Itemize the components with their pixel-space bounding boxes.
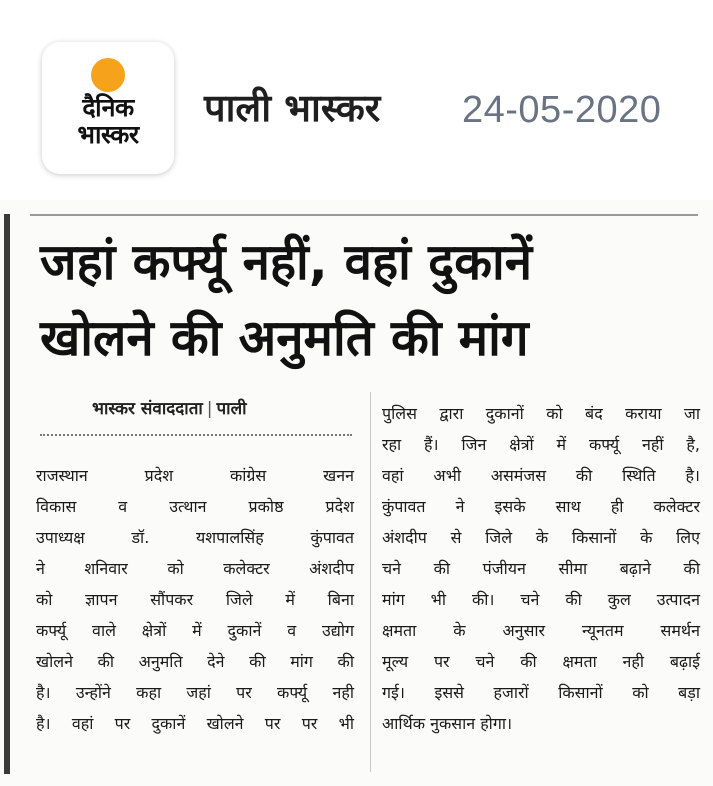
byline-location: पाली <box>216 399 247 419</box>
logo-text-line1: दैनिक <box>82 93 134 122</box>
article-line: कुंपावत ने इसके साथ ही कलेक्टर <box>382 497 700 516</box>
byline-source: भास्कर संवाददाता <box>92 399 203 419</box>
article-line: मूल्य पर चने की क्षमता नही बढ़ाई <box>382 652 700 671</box>
article-line: को ज्ञापन सौंपकर जिले में बिना <box>36 590 354 609</box>
article-line: राजस्थान प्रदेश कांग्रेस खनन <box>36 466 354 485</box>
byline-separator: | <box>206 399 213 419</box>
dainik-bhaskar-logo <box>42 42 174 174</box>
clipping-edge <box>4 214 10 774</box>
article-line: ने शनिवार को कलेक्टर अंशदीप <box>36 559 354 578</box>
byline <box>92 396 247 419</box>
article-line: रहा हैं। जिन क्षेत्रों में कर्फ्यू नहीं है, <box>382 435 700 454</box>
clipping-top-rule <box>30 214 698 216</box>
headline-line-1: जहां कर्फ्यू नहीं, वहां दुकानें <box>40 233 533 291</box>
article-line: चने की पंजीयन सीमा बढ़ाने की <box>382 559 700 578</box>
edition-date: 24-05-2020 <box>462 89 662 131</box>
article-line: है। उन्होंने कहा जहां पर कर्फ्यू नही <box>36 683 354 702</box>
article-line: अंशदीप से जिले के किसानों के लिए <box>382 528 700 547</box>
page-header <box>0 0 713 200</box>
article-line: पुलिस द्वारा दुकानों को बंद कराया जा <box>382 404 700 423</box>
article-line: वहां अभी असमंजस की स्थिति है। <box>382 466 700 485</box>
article-line: गई। इससे हजारों किसानों को बड़ा <box>382 683 700 702</box>
article-line: कर्फ्यू वाले क्षेत्रों में दुकानें व उद्योग <box>36 621 354 640</box>
logo-text-line2: भास्कर <box>77 120 139 149</box>
article-line: है। वहां पर दुकानें खोलने पर पर भी <box>36 714 354 733</box>
article-column-left <box>36 460 354 739</box>
edition-name: पाली भास्कर <box>204 86 381 130</box>
sun-icon <box>91 58 125 92</box>
byline-divider <box>40 434 352 436</box>
article-line: उपाध्यक्ष डॉ. यशपालसिंह कुंपावत <box>36 528 354 547</box>
article-line: मांग भी की। चने की कुल उत्पादन <box>382 590 700 609</box>
article-line: आर्थिक नुकसान होगा। <box>382 714 513 733</box>
article-column-right <box>382 398 700 739</box>
article-line: क्षमता के अनुसार न्यूनतम समर्थन <box>382 621 700 640</box>
headline-line-2: खोलने की अनुमति की मांग <box>40 309 529 367</box>
article-line: खोलने की अनुमति देने की मांग की <box>36 652 354 671</box>
column-divider <box>370 392 371 772</box>
article-line: विकास व उत्थान प्रकोष्ठ प्रदेश <box>36 497 354 516</box>
